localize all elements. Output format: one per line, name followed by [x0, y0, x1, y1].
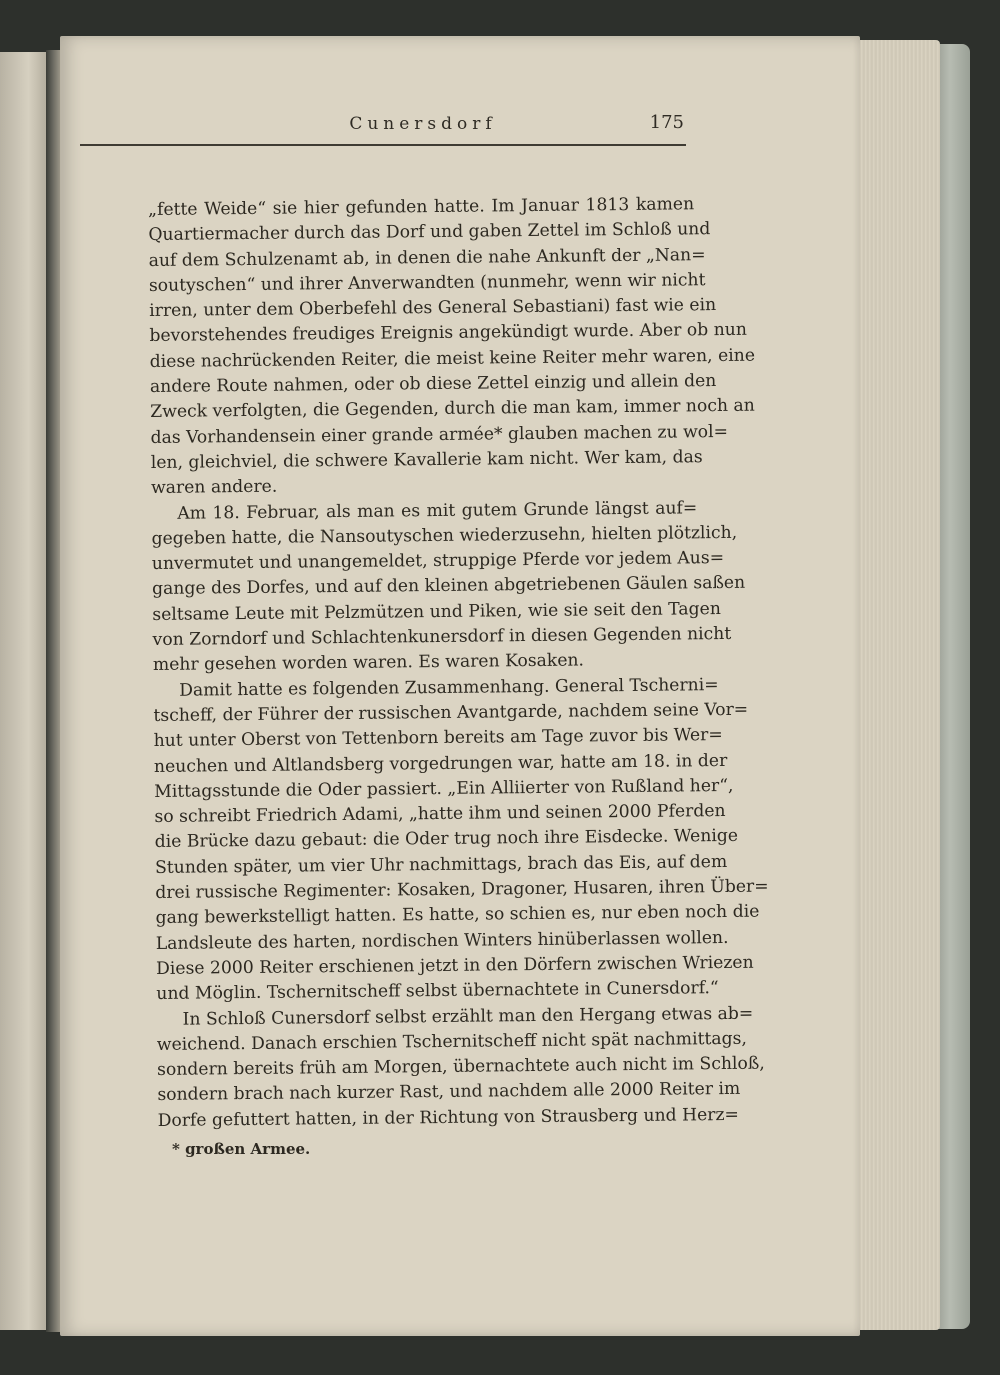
text-line: das Vorhandensein einer grande armée* glauben machen zu wol=: [150, 421, 729, 448]
text-line: Dorfe gefuttert hatten, in der Richtung von Strausberg und Herz=: [157, 1104, 740, 1131]
text-line: drei russische Regimenter: Kosaken, Dragoner, Husaren, ihren Über=: [155, 876, 769, 903]
text-line: neuchen und Altlandsberg vorgedrungen war, hatte am 18. in der: [153, 750, 728, 777]
text-line: Stunden später, um vier Uhr nachmittags, brach das Eis, auf dem: [154, 851, 728, 878]
text-line: weichend. Danach erschien Tschernitscheff nicht spät nachmittags,: [156, 1028, 747, 1055]
text-line: Zweck verfolgten, die Gegenden, durch die man kam, immer noch an: [150, 396, 755, 423]
text-line: waren andere.: [150, 476, 278, 499]
text-line: soutyschen“ und ihrer Anverwandten (nunmehr, wenn wir nicht: [148, 270, 706, 296]
text-line: Landsleute des harten, nordischen Winters hinüberlassen wollen.: [155, 927, 729, 954]
text-line: tscheff, der Führer der russischen Avantgarde, nachdem seine Vor=: [153, 699, 749, 726]
page-header: [80, 114, 686, 146]
text-line: von Zorndorf und Schlachtenkunersdorf in diesen Gegenden nicht: [152, 623, 732, 651]
text-line: Quartiermacher durch das Dorf und gaben Zettel im Schloß und: [148, 219, 711, 246]
running-head: Cunersdorf: [349, 114, 497, 134]
paragraph: [151, 496, 746, 679]
left-page-edge: [0, 52, 52, 1330]
text-line: hut unter Oberst von Tettenborn bereits am Tage zuvor bis Wer=: [153, 725, 723, 752]
text-line: In Schloß Cunersdorf selbst erzählt man den Hergang etwas ab=: [182, 1003, 754, 1030]
text-line: diese nachrückenden Reiter, die meist keine Reiter mehr waren, eine: [149, 345, 756, 372]
text-line: sondern brach nach kurzer Rast, und nachdem alle 2000 Reiter im: [157, 1079, 741, 1106]
text-line: Diese 2000 Reiter erschienen jetzt in den Dörfern zwischen Wriezen: [155, 952, 754, 979]
text-line: so schreibt Friedrich Adami, „hatte ihm und seinen 2000 Pferden: [154, 801, 726, 828]
footnote: * großen Armee.: [172, 1140, 311, 1158]
text-line: und Möglin. Tschernitscheff selbst übernachtete in Cunersdorf.“: [156, 978, 719, 1005]
text-line: gange des Dorfes, und auf den kleinen abgetriebenen Gäulen saßen: [151, 573, 746, 600]
text-line: unvermutet und unangemeldet, struppige Pferde vor jedem Aus=: [151, 548, 725, 575]
text-line: auf dem Schulzenamt ab, in denen die nahe Ankunft der „Nan=: [148, 244, 706, 271]
paragraph: [153, 673, 769, 1008]
page-number: 175: [649, 112, 684, 133]
paragraph: [156, 1002, 765, 1134]
text-line: gang bewerkstelligt hatten. Es hatte, so schien es, nur eben noch die: [155, 901, 760, 929]
text-line: Mittagsstunde die Oder passiert. „Ein Alliierter von Rußland her“,: [154, 775, 734, 802]
text-line: sondern bereits früh am Morgen, übernachtete auch nicht im Schloß,: [157, 1053, 765, 1081]
text-line: irren, unter dem Oberbefehl des General Sebastiani) fast wie ein: [149, 295, 717, 322]
text-line: Am 18. Februar, als man es mit gutem Grunde längst auf=: [177, 497, 698, 524]
text-line: seltsame Leute mit Pelzmützen und Piken, wie sie seit den Tagen: [152, 598, 721, 625]
text-line: andere Route nahmen, oder ob diese Zettel einzig und allein den: [149, 371, 717, 398]
text-line: „fette Weide“ sie hier gefunden hatte. Im Januar 1813 kamen: [148, 194, 695, 220]
text-line: len, gleichviel, die schwere Kavallerie kam nicht. Wer kam, das: [150, 447, 703, 473]
text-line: gegeben hatte, die Nansoutyschen wiederzusehn, hielten plötzlich,: [151, 522, 738, 549]
paragraph: [148, 192, 756, 501]
body-text: [148, 192, 769, 1134]
text-line: bevorstehendes freudiges Ereignis angekündigt wurde. Aber ob nun: [149, 320, 748, 347]
text-line: mehr gesehen worden waren. Es waren Kosaken.: [152, 650, 585, 676]
text-line: Damit hatte es folgenden Zusammenhang. General Tscherni=: [179, 674, 719, 701]
text-line: die Brücke dazu gebaut: die Oder trug noch ihre Eisdecke. Wenige: [154, 826, 739, 853]
